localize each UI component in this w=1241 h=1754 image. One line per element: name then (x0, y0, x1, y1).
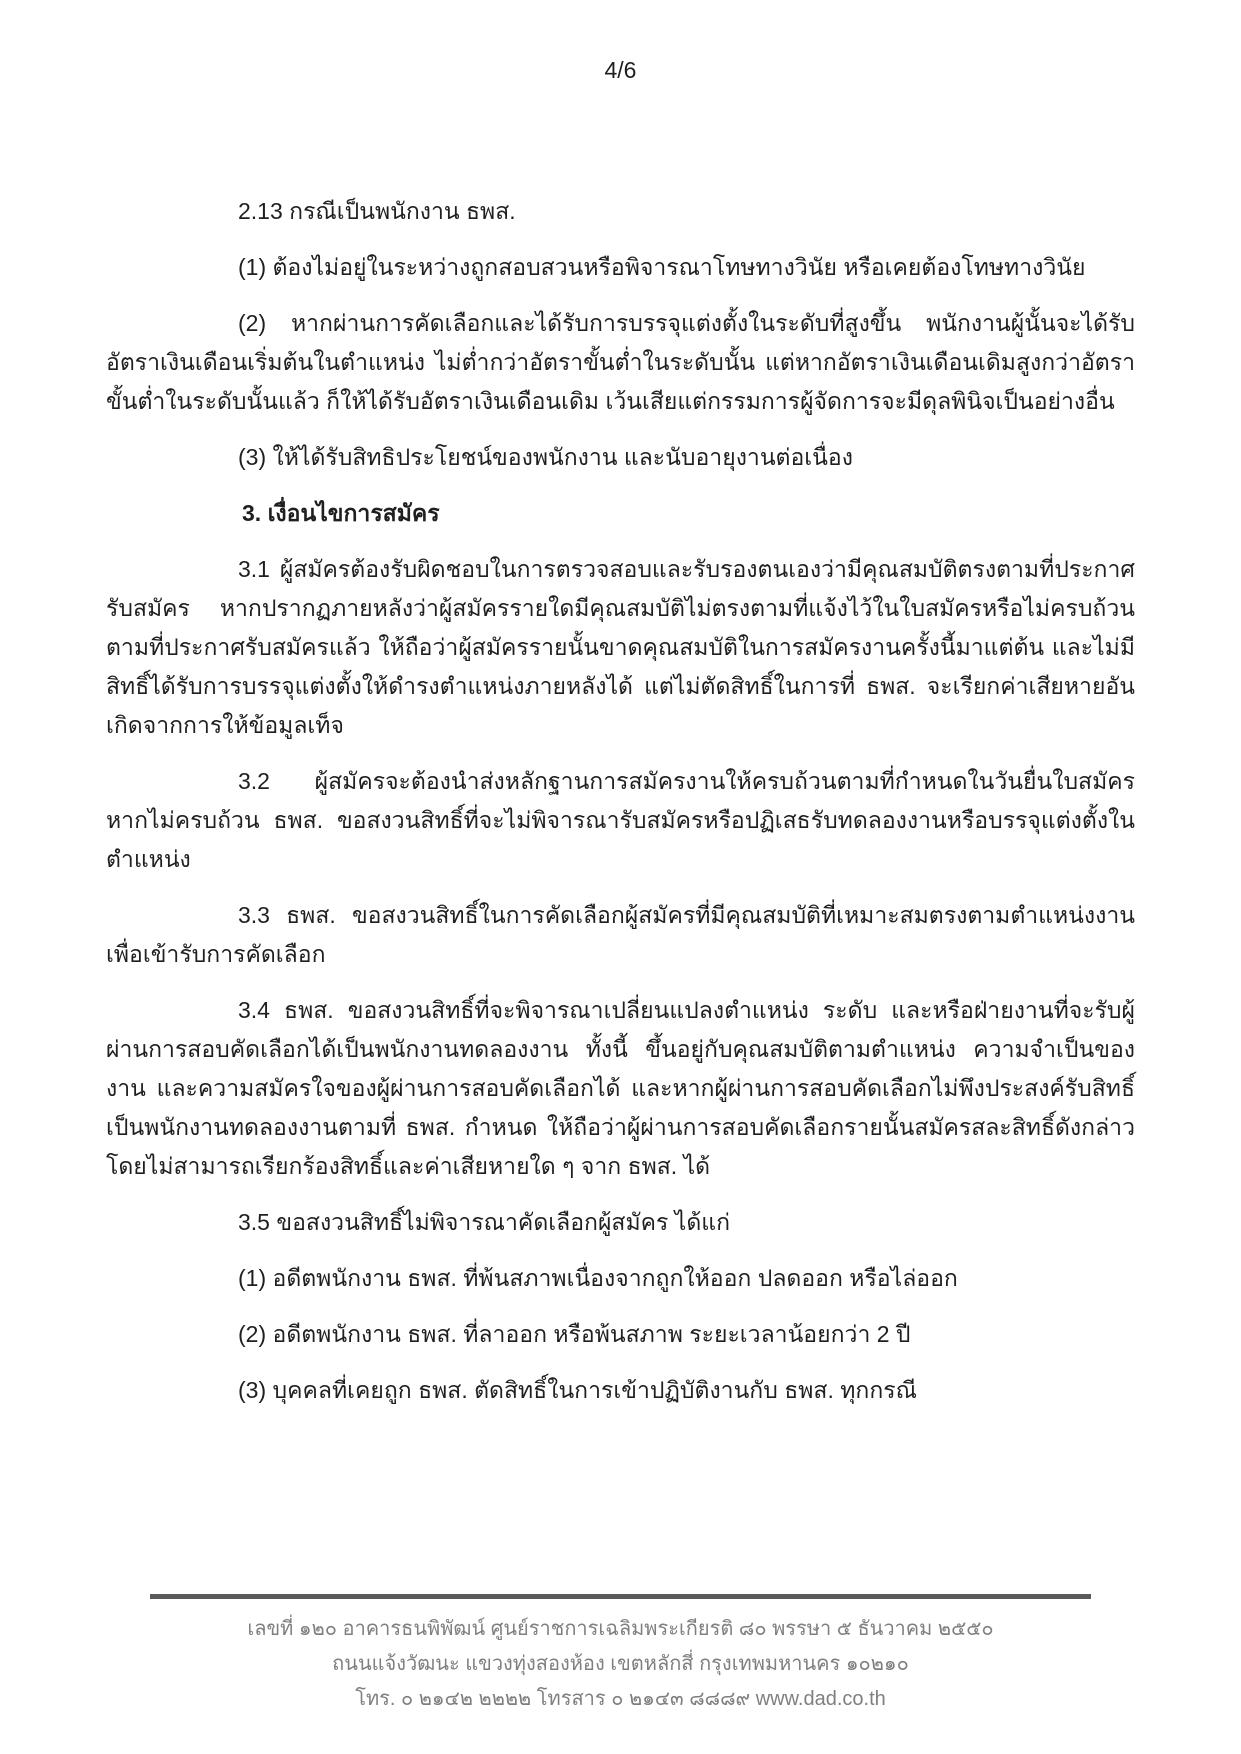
clause-3-1: 3.1 ผู้สมัครต้องรับผิดชอบในการตรวจสอบและรับรองตนเองว่ามีคุณสมบัติตรงตามที่ประกาศรับสมัคร หากปรากฏภายหลังว่าผู้สมัครรายใดมีคุณสมบัติไม่ตรงตามที่แจ้งไว้ในใบสมัครหรือไม่ครบถ้วนตามที่ประกาศรับสมัครแล้ว ให้ถือว่าผู้สมัครรายนั้นขาดคุณสมบัติในการสมัครงานครั้งนี้มาแต่ต้น และไม่มีสิทธิ์ได้รับการบรรจุแต่งตั้งให้ดำรงตำแหน่งภายหลังได้ แต่ไม่ตัดสิทธิ์ในการที่ ธพส. จะเรียกค่าเสียหายอันเกิดจากการให้ข้อมูลเท็จ (106, 556, 1135, 738)
footer-address-line: เลขที่ ๑๒๐ อาคารธนพิพัฒน์ ศูนย์ราชการเฉลิมพระเกียรติ ๘๐ พรรษา ๕ ธันวาคม ๒๕๕๐ (247, 1618, 994, 1640)
page-number: 4/6 (604, 57, 637, 83)
section-heading-3: 3. เงื่อนไขการสมัคร (242, 500, 440, 526)
document-body (106, 192, 1135, 1410)
clause-3-5-item-2: (2) อดีตพนักงาน ธพส. ที่ลาออก หรือพ้นสภาพ ระยะเวลาน้อยกว่า 2 ปี (238, 1321, 911, 1347)
clause-3-5-item-3: (3) บุคคลที่เคยถูก ธพส. ตัดสิทธิ์ในการเข้าปฏิบัติงานกับ ธพส. ทุกกรณี (238, 1377, 917, 1403)
clause-2-13-item-2: (2) หากผ่านการคัดเลือกและได้รับการบรรจุแต่งตั้งในระดับที่สูงขึ้น พนักงานผู้นั้นจะได้รับอัตราเงินเดือนเริ่มต้นในตำแหน่ง ไม่ต่ำกว่าอัตราขั้นต่ำในระดับนั้น แต่หากอัตราเงินเดือนเดิมสูงกว่าอัตราขั้นต่ำในระดับนั้นแล้ว ก็ให้ได้รับอัตราเงินเดือนเดิม เว้นเสียแต่กรรมการผู้จัดการจะมีดุลพินิจเป็นอย่างอื่น (106, 310, 1135, 414)
clause-3-3: 3.3 ธพส. ขอสงวนสิทธิ์ในการคัดเลือกผู้สมัครที่มีคุณสมบัติที่เหมาะสมตรงตามตำแหน่งงานเพื่อเข้ารับการคัดเลือก (106, 902, 1135, 967)
clause-2-13: 2.13 กรณีเป็นพนักงาน ธพส. (238, 198, 516, 224)
clause-3-4: 3.4 ธพส. ขอสงวนสิทธิ์ที่จะพิจารณาเปลี่ยนแปลงตำแหน่ง ระดับ และหรือฝ่ายงานที่จะรับผู้ผ่านการสอบคัดเลือกได้เป็นพนักงานทดลองงาน ทั้งนี้ ขึ้นอยู่กับคุณสมบัติตามตำแหน่ง ความจำเป็นของงาน และความสมัครใจของผู้ผ่านการสอบคัดเลือกได้ และหากผู้ผ่านการสอบคัดเลือกไม่พึงประสงค์รับสิทธิ์เป็นพนักงานทดลองงานตามที่ ธพส. กำหนด ให้ถือว่าผู้ผ่านการสอบคัดเลือกรายนั้นสมัครสละสิทธิ์ดังกล่าว โดยไม่สามารถเรียกร้องสิทธิ์และค่าเสียหายใด ๆ จาก ธพส. ได้ (106, 997, 1135, 1179)
footer-contact-line: โทร. ๐ ๒๑๔๒ ๒๒๒๒ โทรสาร ๐ ๒๑๔๓ ๘๘๘๙ www.dad.co.th (355, 1688, 886, 1710)
clause-2-13-item-1: (1) ต้องไม่อยู่ในระหว่างถูกสอบสวนหรือพิจารณาโทษทางวินัย หรือเคยต้องโทษทางวินัย (238, 254, 1086, 280)
footer-address-line: ถนนแจ้งวัฒนะ แขวงทุ่งสองห้อง เขตหลักสี่ กรุงเทพมหานคร ๑๐๒๑๐ (332, 1653, 909, 1675)
clause-2-13-item-3: (3) ให้ได้รับสิทธิประโยชน์ของพนักงาน และนับอายุงานต่อเนื่อง (238, 444, 853, 470)
clause-3-5: 3.5 ขอสงวนสิทธิ์ไม่พิจารณาคัดเลือกผู้สมัคร ได้แก่ (238, 1209, 731, 1235)
clause-3-5-item-1: (1) อดีตพนักงาน ธพส. ที่พ้นสภาพเนื่องจากถูกให้ออก ปลดออก หรือไล่ออก (238, 1265, 958, 1291)
clause-3-2: 3.2 ผู้สมัครจะต้องนำส่งหลักฐานการสมัครงานให้ครบถ้วนตามที่กำหนดในวันยื่นใบสมัคร หากไม่ครบถ้วน ธพส. ขอสงวนสิทธิ์ที่จะไม่พิจารณารับสมัครหรือปฏิเสธรับทดลองงานหรือบรรจุแต่งตั้งในตำแหน่ง (106, 768, 1135, 872)
footer-address-block (0, 1618, 1241, 1723)
footer-divider (150, 1594, 1091, 1599)
